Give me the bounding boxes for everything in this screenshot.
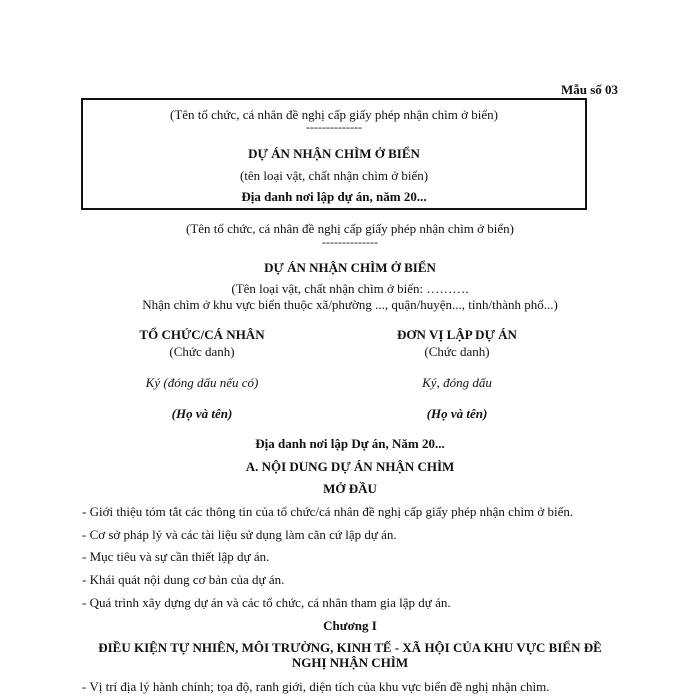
area-line: Nhận chìm ở khu vực biển thuộc xã/phường ..., quận/huyện..., tỉnh/thành phố...) [142,297,558,312]
org-line: (Tên tổ chức, cá nhân đề nghị cấp giấy phép nhận chìm ở biển) [186,221,514,236]
material-line: (Tên loại vật, chất nhận chìm ở biển: ………. [231,281,469,296]
cover-place-year: Địa danh nơi lập dự án, năm 20... [241,189,427,204]
intro-bullet: - Giới thiệu tóm tắt các thông tin của tổ chức/cá nhân đề nghị cấp giấy phép nhận chìm ở biển. [82,504,574,519]
cover-divider: -------------- [306,120,362,134]
intro-heading: MỞ ĐẦU [323,481,377,496]
chapter-title-line2: NGHỊ NHẬN CHÌM [291,655,409,670]
place-year-project: Địa danh nơi lập Dự án, Năm 20... [255,436,445,451]
cover-org-line: (Tên tổ chức, cá nhân đề nghị cấp giấy phép nhận chìm ở biển) [170,107,498,122]
sig-left-position: (Chức danh) [169,344,235,359]
cover-box [81,98,587,210]
form-number: Mẫu số 03 [560,82,618,97]
sig-right-name: (Họ và tên) [426,406,488,421]
intro-bullet: - Cơ sở pháp lý và các tài liệu sử dụng làm căn cứ lập dự án. [82,527,397,542]
sig-right-position: (Chức danh) [424,344,490,359]
section-a-heading: A. NỘI DUNG DỰ ÁN NHẬN CHÌM [245,459,455,474]
sig-left-sign: Ký (đóng dấu nếu có) [145,375,259,390]
sig-right-heading: ĐƠN VỊ LẬP DỰ ÁN [397,327,517,342]
cover-title: DỰ ÁN NHẬN CHÌM Ở BIỂN [248,146,420,161]
sig-right-sign: Ký, đóng dấu [422,375,492,390]
divider: -------------- [322,235,378,249]
sig-left-name: (Họ và tên) [171,406,233,421]
intro-bullet: - Khái quát nội dung cơ bản của dự án. [82,572,285,587]
sig-left-heading: TỔ CHỨC/CÁ NHÂN [139,327,265,342]
cover-subtitle: (tên loại vật, chất nhận chìm ở biển) [239,168,429,183]
chapter-bullet: - Vị trí địa lý hành chính; tọa độ, ranh giới, diện tích của khu vực biển đề nghị nhận chìm. [82,679,550,694]
chapter-title-line1: ĐIỀU KIỆN TỰ NHIÊN, MÔI TRƯỜNG, KINH TẾ - XÃ HỘI CỦA KHU VỰC BIỂN ĐỀ [98,640,602,655]
chapter-label: Chương I [323,618,377,633]
intro-bullet: - Quá trình xây dựng dự án và các tổ chức, cá nhân tham gia lập dự án. [82,595,451,610]
intro-bullet: - Mục tiêu và sự cần thiết lập dự án. [82,549,270,564]
project-title: DỰ ÁN NHẬN CHÌM Ở BIỂN [264,260,436,275]
